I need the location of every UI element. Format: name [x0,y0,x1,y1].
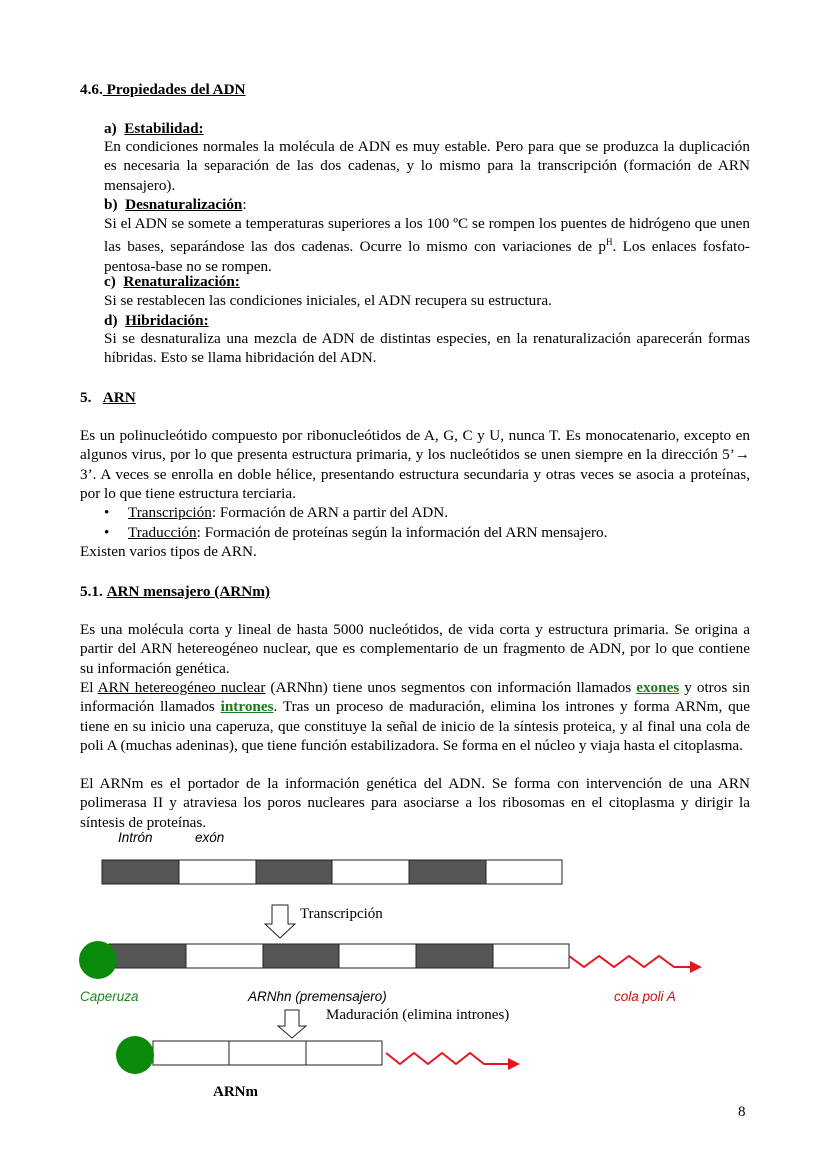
polya-arrowhead-2 [508,1058,520,1070]
cap-circle-2 [116,1036,154,1074]
label-caperuza: Caperuza [80,989,139,1004]
item-d-text: Si se desnaturaliza una mezcla de ADN de distintas especies, en la renaturalización aparecerán formas híbridas. Esto se llama hibridación del ADN. [104,330,750,367]
label-exon: exón [195,830,225,845]
premrna-intron-1 [109,944,186,968]
item-c-text: Si se restablecen las condiciones iniciales, el ADN recupera su estructura. [104,292,552,309]
label-arnhn: ARNhn (premensajero) [248,989,387,1004]
section-number: 4.6. [80,81,103,98]
premrna-exon-3 [493,944,569,968]
polya-tail-1 [569,956,690,967]
polya-tail-2 [386,1053,508,1064]
transcription-arrow-icon [265,905,295,938]
section-5-heading: 5. ARN [80,389,136,406]
section-title: Propiedades del ADN [102,81,246,98]
label-cola-poli-a: cola poli A [614,989,676,1004]
bullet-transcripcion: • Transcripción: Formación de ARN a partir del ADN. [104,504,449,521]
premrna-strip [109,944,569,968]
dna-strip [102,860,562,884]
dna-intron-3 [409,860,486,884]
section-5-1-heading: 5.1. ARN mensajero (ARNm) [80,583,270,600]
premrna-exon-1 [186,944,263,968]
label-transcripcion: Transcripción [300,906,383,922]
mrna-exon-1 [153,1041,229,1065]
dna-intron-2 [256,860,332,884]
section-5-paragraph: Es un polinucleótido compuesto por ribonucleótidos de A, G, C y U, nunca T. Es monocatenario, excepto en algunos virus, por lo que presenta estructura primaria, y los nucleótidos se unen siempre en la dirección 5’→ 3’. A veces se enrolla en doble hélice, presentando estructura secundaria y otras veces se asocia a proteínas, por lo que tiene estructura terciaria. [80,427,750,503]
label-intron: Intrón [118,830,153,845]
mrna-exon-3 [306,1041,382,1065]
item-c-title: c) Renaturalización: [104,273,240,290]
section-5-1-p1: Es una molécula corta y lineal de hasta 5000 nucleótidos, de vida corta y estructura primaria. Se origina a partir del ARN hetereogéneo nuclear, que es complementario de un fragmento de ADN, por lo que contiene su información genética. [80,621,750,677]
dna-exon-1 [179,860,256,884]
item-a-title: a) Estabilidad: [104,120,204,137]
bullet-traduccion: • Traducción: Formación de proteínas según la información del ARN mensajero. [104,524,608,541]
label-arnm: ARNm [213,1084,258,1100]
item-a-text: En condiciones normales la molécula de ADN es muy estable. Pero para que se produzca la duplicación es necesaria la separación de las dos cadenas, y lo mismo para la transcripción (formación de ARN mensajero). [104,138,750,194]
mrna-strip [153,1041,382,1065]
dna-exon-2 [332,860,409,884]
item-b-text: Si el ADN se somete a temperaturas superiores a los 100 ºC se rompen los puentes de hidrógeno que unen las bases, separándose las dos cadenas. Ocurre lo mismo con variaciones de $p^H$. Los enlaces fosfato-pentosa-base no se rompen. [104,215,750,275]
section-5-closing: Existen varios tipos de ARN. [80,543,257,560]
premrna-intron-2 [263,944,339,968]
page-number: 8 [738,1104,746,1120]
premrna-intron-3 [416,944,493,968]
maturation-arrow-icon [278,1010,306,1038]
label-maduracion: Maduración (elimina intrones) [326,1007,510,1023]
section-5-1-p2: El ARN hetereogéneo nuclear (ARNhn) tiene unos segmentos con información llamados exones y otros sin información llamados intrones. Tras un proceso de maduración, elimina los intrones y forma ARNm, que tiene en su inicio una caperuza, que constituye la señal de inicio de la síntesis proteica, y al final una cola de poli A (muchas adeninas), que tiene función estabilizadora. Se forma en el núcleo y viaja hasta el citoplasma. [80,679,750,755]
mrna-exon-2 [229,1041,306,1065]
item-b-title: b) Desnaturalización: [104,196,247,213]
dna-exon-3 [486,860,562,884]
dna-intron-1 [102,860,179,884]
cap-circle-1 [79,941,117,979]
item-d-title: d) Hibridación: [104,312,209,329]
polya-arrowhead-1 [690,961,702,973]
section-5-1-p3: El ARNm es el portador de la información genética del ADN. Se forma con intervención de una ARN polimerasa II y atraviesa los poros nucleares para asociarse a los ribosomas en el citoplasma y dirigir la síntesis de proteínas. [80,775,750,831]
premrna-exon-2 [339,944,416,968]
